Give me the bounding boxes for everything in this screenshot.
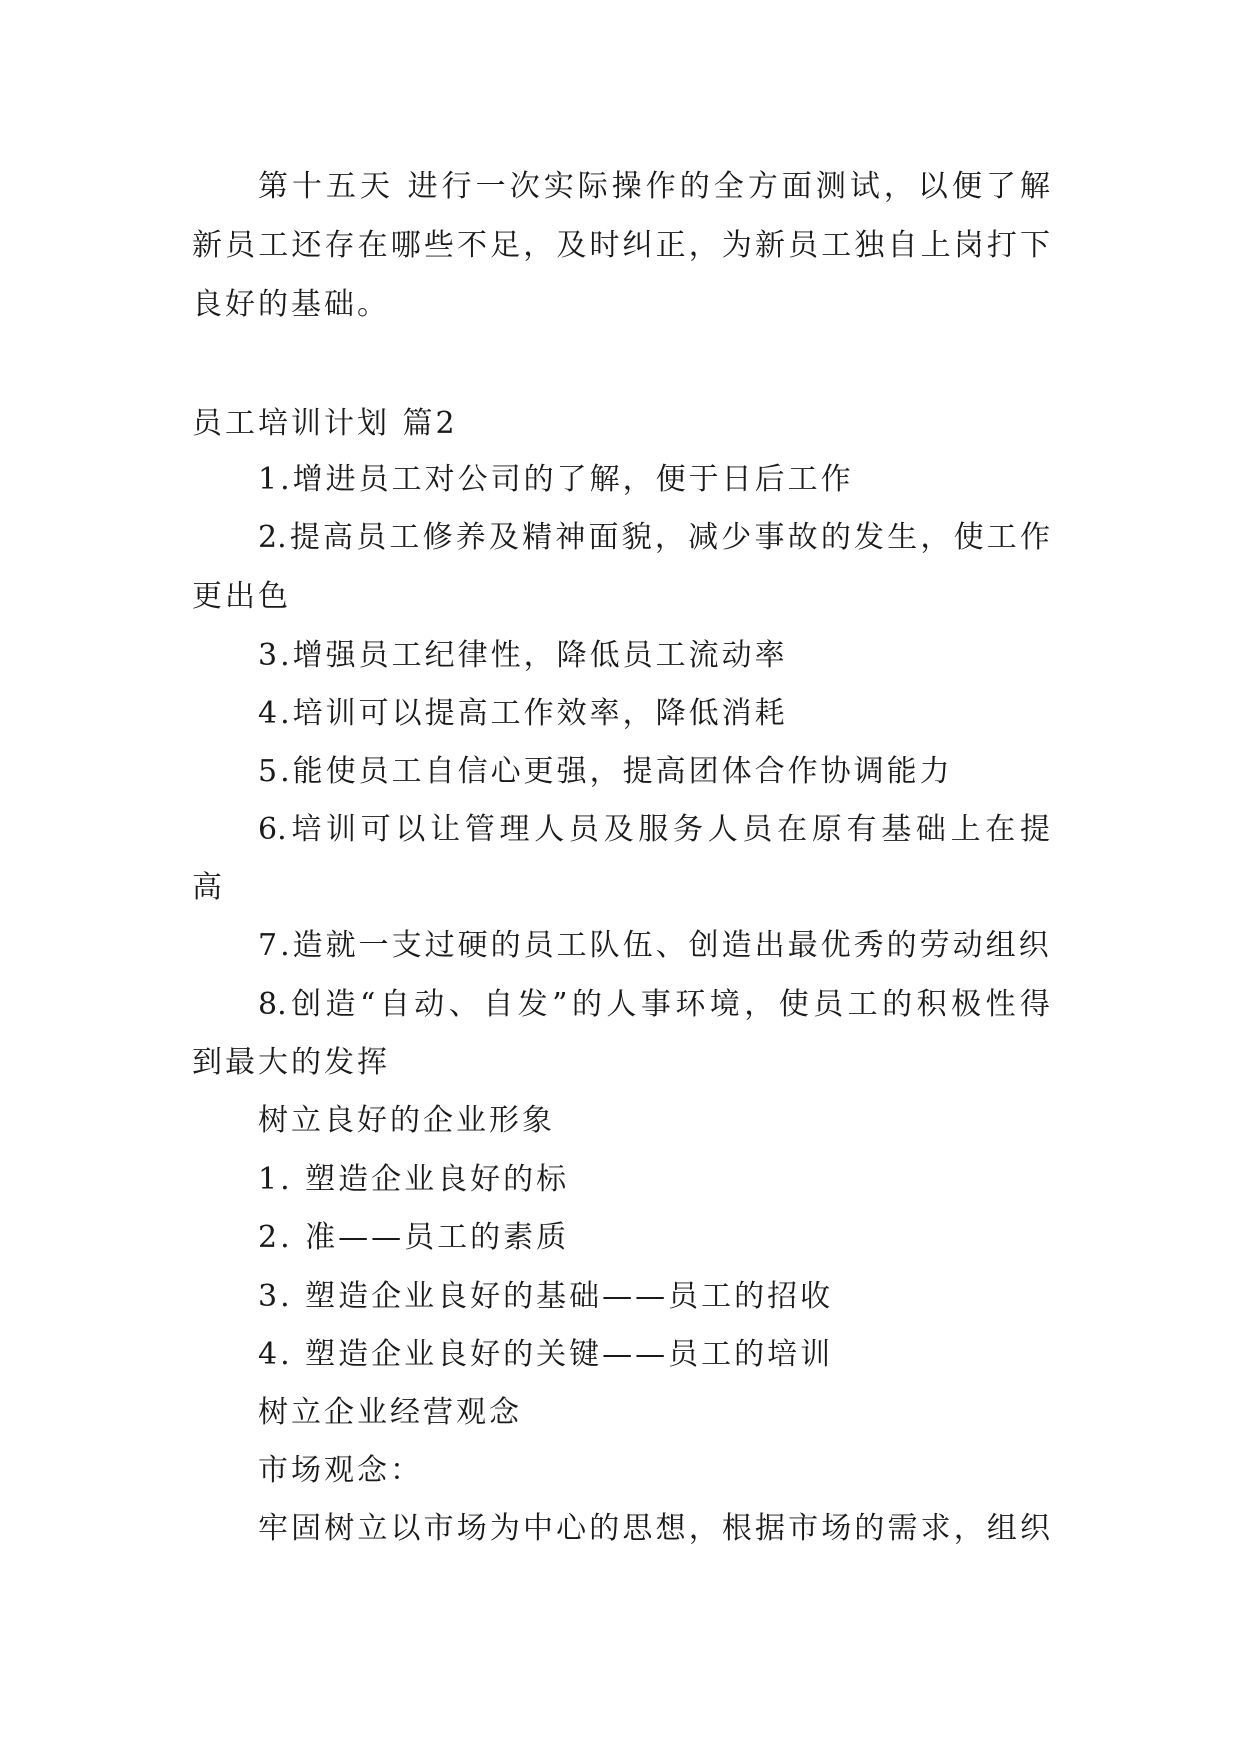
- list-item: 5.能使员工自信心更强，提高团体合作协调能力: [258, 754, 953, 789]
- list-item: 2. 准——员工的素质: [258, 1220, 570, 1255]
- section-heading: 员工培训计划 篇2: [192, 406, 458, 441]
- list-item: 1. 塑造企业良好的标: [258, 1162, 570, 1197]
- list-item: 2.提高员工修养及精神面貌，减少事故的发生，使工作: [258, 520, 1050, 555]
- list-item: 8.创造“自动、自发”的人事环境，使员工的积极性得: [258, 987, 1050, 1022]
- paragraph-line: 第十五天 进行一次实际操作的全方面测试，以便了解: [258, 169, 1050, 204]
- subheading: 树立企业经营观念: [258, 1395, 522, 1430]
- paragraph-line: 良好的基础。: [192, 287, 390, 322]
- list-item: 3.增强员工纪律性，降低员工流动率: [258, 638, 788, 673]
- list-item: 4. 塑造企业良好的关键——员工的培训: [258, 1337, 834, 1372]
- list-item: 4.培训可以提高工作效率，降低消耗: [258, 696, 788, 731]
- subheading: 市场观念：: [258, 1453, 423, 1488]
- list-item: 7.造就一支过硬的员工队伍、创造出最优秀的劳动组织: [258, 928, 1052, 963]
- list-item: 1.增进员工对公司的了解，便于日后工作: [258, 462, 854, 497]
- paragraph-line: 新员工还存在哪些不足，及时纠正，为新员工独自上岗打下: [192, 228, 1050, 263]
- subheading: 树立良好的企业形象: [258, 1103, 555, 1138]
- list-item-continuation: 高: [192, 870, 225, 905]
- list-item-continuation: 更出色: [192, 579, 291, 614]
- list-item: 3. 塑造企业良好的基础——员工的招收: [258, 1279, 834, 1314]
- list-item: 6.培训可以让管理人员及服务人员在原有基础上在提: [258, 812, 1050, 847]
- list-item-continuation: 到最大的发挥: [192, 1045, 390, 1080]
- paragraph-line: 牢固树立以市场为中心的思想，根据市场的需求，组织: [258, 1511, 1050, 1546]
